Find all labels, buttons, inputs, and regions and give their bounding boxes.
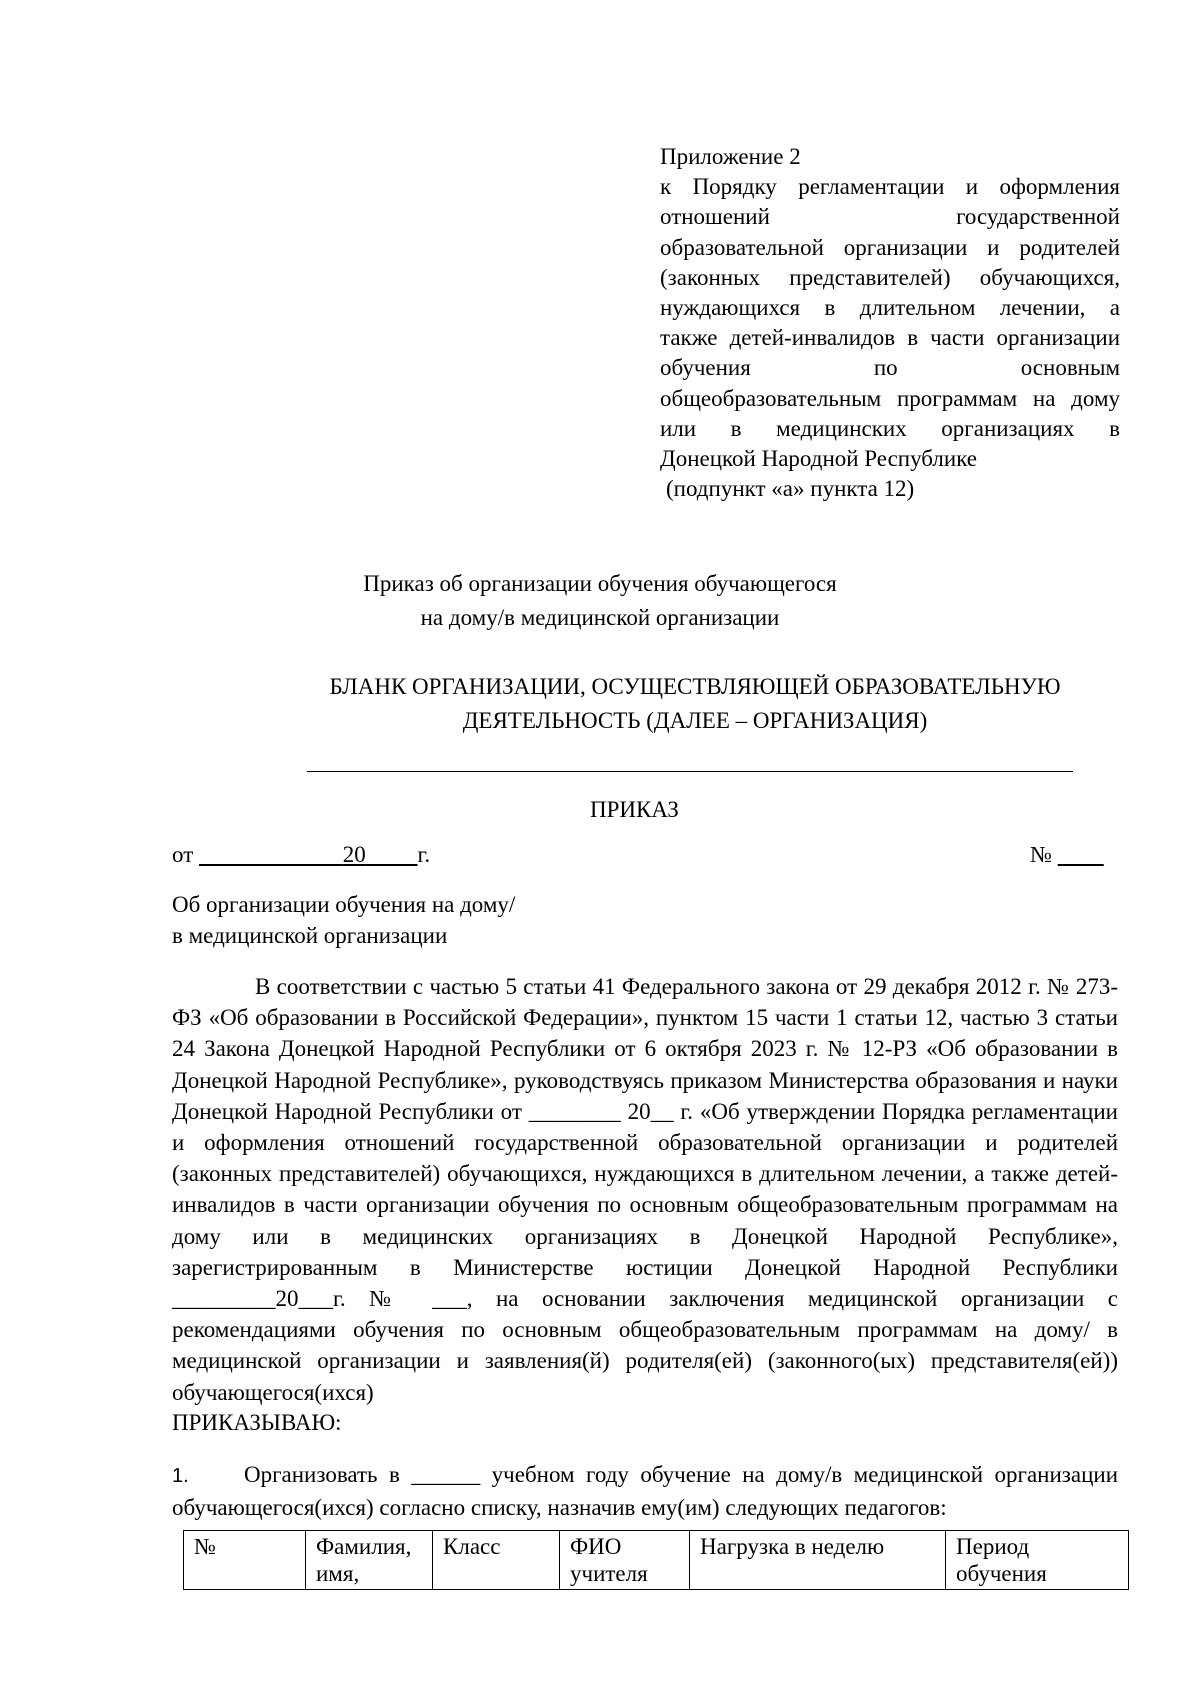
appendix-block [660, 142, 1120, 504]
appendix-line: также детей-инвалидов в части организации [660, 325, 1120, 351]
order-item-1 [172, 1459, 1118, 1523]
appendix-line: Донецкой Народной Республике [660, 446, 978, 472]
blank-title-line2: ДЕЯТЕЛЬНОСТЬ (ДАЛЕЕ – ОРГАНИЗАЦИЯ) [462, 708, 928, 733]
table-header-cell: Фамилия, имя, [306, 1531, 433, 1590]
table-header-cell: Класс [433, 1531, 560, 1590]
item-number: 1. [172, 1465, 189, 1487]
organization-blank-rule [307, 771, 1073, 772]
table-header-cell: ФИО учителя [560, 1531, 690, 1590]
preamble-paragraph: В соответствии с частью 5 статьи 41 Федерального закона от 29 декабря 2012 г. № 273-ФЗ «Об образовании в Российской Федерации», пунктом 15 части 1 статьи 12, частью 3 статьи 24 Закона Донецкой Народной Республики от 6 октября 2023 г. № 12-РЗ «Об образовании в Донецкой Народной Республике», руководствуясь приказом Министерства образования и науки Донецкой Народной Республики от ________ 20__ г. «Об утверждении Порядка регламентации и оформления отношений государственной образовательной организации и родителей (законных представителей) обучающихся, нуждающихся в длительном лечении, а также детей-инвалидов в части организации обучения по основным общеобразовательным программам на дому или в медицинских организациях в Донецкой Народной Республике», зарегистрированным в Министерстве юстиции Донецкой Народной Республики _________20___г. № ___, на основании заключения медицинской организации с рекомендациями обучения по основным общеобразовательным программам на дому/ в медицинской организации и заявления(й) родителя(ей) (законного(ых) представителя(ей)) обучающегося(ихся) [172, 974, 1118, 1405]
subject-line1: Об организации обучения на дому/ [172, 892, 516, 917]
blank-title-line1: БЛАНК ОРГАНИЗАЦИИ, ОСУЩЕСТВЛЯЮЩЕЙ ОБРАЗОВАТЕЛЬНУЮ [329, 674, 1061, 699]
prikazyvayu-heading: ПРИКАЗЫВАЮ: [172, 1410, 342, 1435]
item-text: Организовать в ______ учебном году обучение на дому/в медицинской организации обучающегося(ихся) согласно списку, назначив ему(им) следующих педагогов: [172, 1462, 1118, 1520]
appendix-line: или в медицинских организациях в [660, 415, 1120, 441]
date-suffix: г. [417, 842, 431, 867]
date-year-prefix: 20 [342, 842, 366, 867]
teachers-table [183, 1530, 1129, 1590]
appendix-line: обучения по основным [660, 355, 1120, 381]
table-header-cell: Нагрузка в неделю [690, 1531, 946, 1590]
table-header-row [184, 1531, 1129, 1590]
date-blank-day [199, 842, 343, 867]
prikaz-heading: ПРИКАЗ [590, 797, 679, 822]
appendix-line: общеобразовательным программам на дому [660, 385, 1120, 411]
date-blank-year [366, 842, 418, 867]
appendix-line: к Порядку регламентации и оформления [660, 174, 1120, 200]
appendix-line: нуждающихся в длительном лечении, а [660, 295, 1120, 321]
number-label: № [1030, 842, 1052, 867]
order-title-line2: на дому/в медицинской организации [420, 605, 780, 630]
table-header-cell: № [184, 1531, 306, 1590]
appendix-line: образовательной организации и родителей [660, 234, 1120, 260]
order-subject [172, 890, 515, 951]
order-number-line [1030, 840, 1104, 870]
appendix-line: (законных представителей) обучающихся, [660, 264, 1120, 290]
table-header-cell: Период обучения [946, 1531, 1129, 1590]
order-date-line [172, 840, 430, 870]
appendix-title: Приложение 2 [660, 144, 801, 169]
order-preamble [172, 971, 1118, 1408]
date-prefix: от [172, 842, 194, 867]
order-title-line1: Приказ об организации обучения обучающегося [363, 571, 837, 596]
appendix-line: отношений государственной [660, 204, 1120, 230]
number-blank [1058, 842, 1104, 867]
appendix-subpoint: (подпункт «а» пункта 12) [666, 476, 915, 502]
subject-line2: в медицинской организации [172, 922, 448, 948]
